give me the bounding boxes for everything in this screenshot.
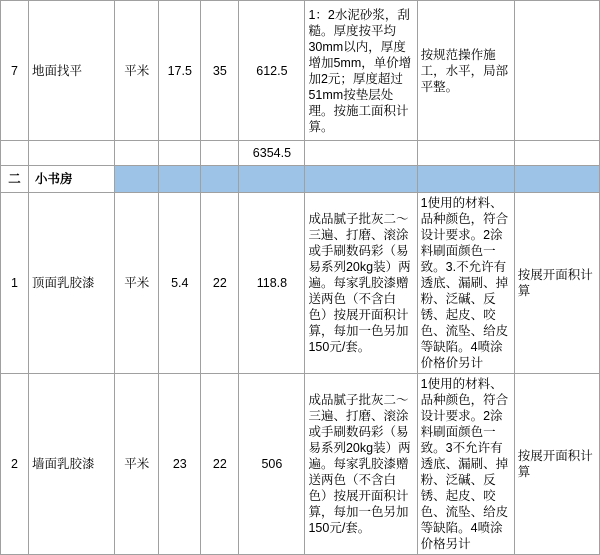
row-number: 1 xyxy=(1,193,29,374)
section-header-row xyxy=(1,166,600,193)
row-construction-note: 1使用的材料、品种颜色，符合设计要求。2涂料刷面颜色一致。3不允许有透底、漏刷、掉粉、泛碱、反锈、起皮、咬色、流坠、给皮等缺陷。4喷涂价格另计 xyxy=(417,374,514,555)
row-unit-price: 22 xyxy=(201,374,239,555)
row-remark: 按展开面积计算 xyxy=(514,193,599,374)
row-total: 118.8 xyxy=(239,193,305,374)
subtotal-spacer-6 xyxy=(305,141,417,166)
row-remark: 按展开面积计算 xyxy=(514,374,599,555)
section-blank-note xyxy=(417,166,514,193)
section-blank-price xyxy=(201,166,239,193)
row-item-name: 地面找平 xyxy=(29,1,115,141)
section-blank-unit xyxy=(115,166,159,193)
subtotal-row xyxy=(1,141,600,166)
subtotal-spacer-2 xyxy=(29,141,115,166)
row-unit-price: 35 xyxy=(201,1,239,141)
table-row xyxy=(1,1,600,141)
section-blank-total xyxy=(239,166,305,193)
row-quantity: 5.4 xyxy=(159,193,201,374)
row-material-description: 成品腻子批灰二～三遍、打磨、滚涂或手刷数码彩（易易系列20kg装）两遍。每家乳胶漆赠送两色（不含白色）按展开面积计算，每加一色另加150元/套。 xyxy=(305,193,417,374)
row-unit-price: 22 xyxy=(201,193,239,374)
row-construction-note: 1使用的材料、品种颜色，符合设计要求。2涂料刷面颜色一致。3.不允许有透底、漏刷、掉粉、泛碱、反锈、起皮、咬色、流坠、给皮等缺陷。4喷涂价格价另计 xyxy=(417,193,514,374)
row-unit: 平米 xyxy=(115,374,159,555)
row-construction-note: 按规范操作施工，水平，局部平整。 xyxy=(417,1,514,141)
row-remark xyxy=(514,1,599,141)
section-number: 二 xyxy=(1,166,29,193)
subtotal-spacer-1 xyxy=(1,141,29,166)
subtotal-spacer-5 xyxy=(201,141,239,166)
row-quantity: 23 xyxy=(159,374,201,555)
row-item-name: 顶面乳胶漆 xyxy=(29,193,115,374)
section-title: 小书房 xyxy=(29,166,115,193)
section-blank-material xyxy=(305,166,417,193)
section-blank-remark xyxy=(514,166,599,193)
row-material-description: 1：2水泥砂浆，刮糙。厚度按平均30mm以内，厚度增加5mm，单价增加2元；厚度超过51mm按垫层处理。按施工面积计算。 xyxy=(305,1,417,141)
section-blank-qty xyxy=(159,166,201,193)
table-row xyxy=(1,193,600,374)
row-total: 506 xyxy=(239,374,305,555)
row-unit: 平米 xyxy=(115,1,159,141)
subtotal-spacer-8 xyxy=(514,141,599,166)
row-unit: 平米 xyxy=(115,193,159,374)
row-number: 7 xyxy=(1,1,29,141)
row-item-name: 墙面乳胶漆 xyxy=(29,374,115,555)
row-total: 612.5 xyxy=(239,1,305,141)
subtotal-value: 6354.5 xyxy=(239,141,305,166)
subtotal-spacer-7 xyxy=(417,141,514,166)
row-number: 2 xyxy=(1,374,29,555)
row-quantity: 17.5 xyxy=(159,1,201,141)
subtotal-spacer-3 xyxy=(115,141,159,166)
table-row xyxy=(1,374,600,555)
row-material-description: 成品腻子批灰二～三遍、打磨、滚涂或手刷数码彩（易易系列20kg装）两遍。每家乳胶漆赠送两色（不含白色）按展开面积计算，每加一色另加150元/套。 xyxy=(305,374,417,555)
subtotal-spacer-4 xyxy=(159,141,201,166)
